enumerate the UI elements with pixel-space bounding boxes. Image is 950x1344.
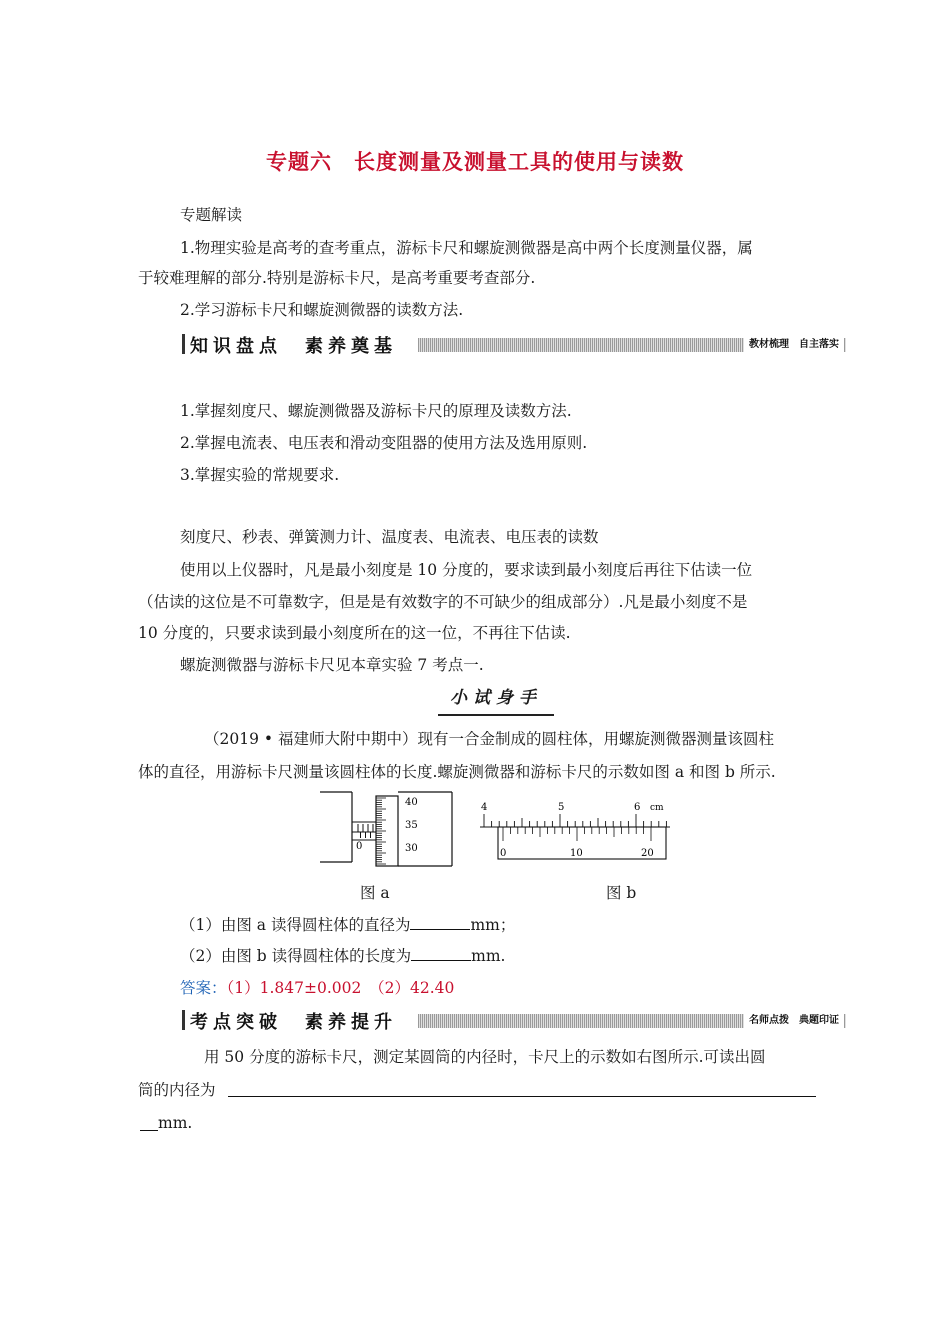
subquestion-2-prefix: （2）由图 b 读得圆柱体的长度为 xyxy=(180,947,412,965)
thimble-label-30: 30 xyxy=(405,843,418,854)
reading-heading: 刻度尺、秒表、弹簧测力计、温度表、电流表、电压表的读数 xyxy=(180,528,599,546)
main-label-6: 6 xyxy=(634,802,641,813)
subquestion-1 xyxy=(180,915,515,935)
goal-item-2: 2.掌握电流表、电压表和滑动变阻器的使用方法及选用原则. xyxy=(180,434,588,452)
reading-p1-line2: （估读的这位是不可靠数字，但是是有效数字的不可缺少的组成部分）.凡是最小刻度不是 xyxy=(138,593,748,611)
figure-a-micrometer xyxy=(318,788,458,870)
figure-a-caption: 图 a xyxy=(360,884,390,902)
vernier-label-20: 20 xyxy=(641,848,654,859)
intro-item2: 2.学习游标卡尺和螺旋测微器的读数方法. xyxy=(180,301,464,319)
sleeve-zero-label: 0 xyxy=(356,841,363,852)
answer-line xyxy=(180,978,454,998)
vernier-label-0: 0 xyxy=(500,848,507,859)
section-banner-knowledge xyxy=(182,332,846,358)
answer-label: 答案： xyxy=(180,979,227,997)
intro-heading: 专题解读 xyxy=(180,206,243,224)
banner-left-bar xyxy=(182,334,185,354)
question-line2: 体的直径，用游标卡尺测量该圆柱体的长度.螺旋测微器和游标卡尺的示数如图 a 和图 b 所示. xyxy=(138,763,776,781)
subquestion-1-prefix: （1）由图 a 读得圆柱体的直径为 xyxy=(180,916,411,934)
banner-label: 考点突破 素养提升 xyxy=(190,1012,397,1033)
banner-label: 知识盘点 素养奠基 xyxy=(190,336,397,357)
thimble-label-35: 35 xyxy=(405,820,418,831)
figure-b-caption: 图 b xyxy=(606,884,637,902)
section-banner-breakthrough xyxy=(182,1008,846,1034)
intro-item1-line1: 1.物理实验是高考的查考重点，游标卡尺和螺旋测微器是高中两个长度测量仪器，属 xyxy=(180,239,753,257)
question-line1: （2019 • 福建师大附中期中）现有一合金制成的圆柱体，用螺旋测微器测量该圆柱 xyxy=(204,730,774,748)
answer-value: （1）1.847±0.002 （2）42.40 xyxy=(226,979,455,997)
vernier-label-10: 10 xyxy=(570,848,583,859)
main-label-4: 4 xyxy=(481,802,488,813)
answer-blank-2[interactable] xyxy=(411,946,471,961)
main-label-5: 5 xyxy=(558,802,565,813)
answer-blank-1[interactable] xyxy=(410,915,470,930)
reading-p2: 螺旋测微器与游标卡尺见本章实验 7 考点一. xyxy=(180,656,484,674)
subquestion-2-suffix: mm. xyxy=(471,947,506,965)
goal-item-1: 1.掌握刻度尺、螺旋测微器及游标卡尺的原理及读数方法. xyxy=(180,402,572,420)
answer-blank-long[interactable] xyxy=(228,1096,816,1097)
unit-label: cm xyxy=(650,803,664,813)
reading-p1-line3: 10 分度的，只要求读到最小刻度所在的这一位，不再往下估读. xyxy=(138,624,571,642)
answer-blank-short[interactable] xyxy=(140,1130,158,1131)
problem-line1: 用 50 分度的游标卡尺，测定某圆筒的内径时，卡尺上的示数如右图所示.可读出圆 xyxy=(204,1048,766,1066)
practice-label: 小试身手 xyxy=(438,686,554,716)
page-title: 专题六 长度测量及测量工具的使用与读数 xyxy=(266,150,684,174)
thimble-label-40: 40 xyxy=(405,797,418,808)
goal-item-3: 3.掌握实验的常规要求. xyxy=(180,466,340,484)
reading-p1-line1: 使用以上仪器时，凡是最小刻度是 10 分度的，要求读到最小刻度后再往下估读一位 xyxy=(180,561,753,579)
problem-line2-prefix: 筒的内径为 xyxy=(138,1081,216,1099)
banner-tag: 教材梳理 自主落实 xyxy=(744,337,844,353)
banner-left-bar xyxy=(182,1010,185,1030)
subquestion-1-suffix: mm； xyxy=(470,916,516,934)
banner-tag: 名师点拨 典题印证 xyxy=(744,1013,844,1029)
subquestion-2 xyxy=(180,946,505,966)
intro-item1-line2: 于较难理解的部分.特别是游标卡尺，是高考重要考查部分. xyxy=(138,269,536,287)
figure-b-vernier xyxy=(478,800,678,864)
problem-unit: mm. xyxy=(158,1114,193,1132)
